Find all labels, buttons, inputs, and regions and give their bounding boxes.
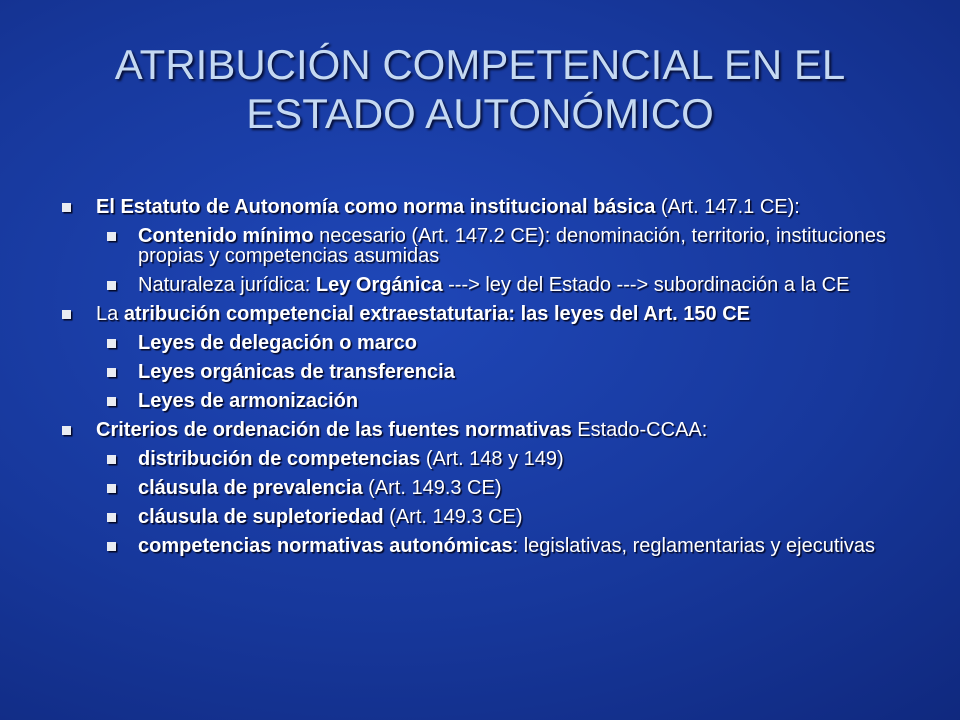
bullet-text: (Art. 148 y 149) [420, 448, 564, 470]
bullet-text: necesario (Art. 147.2 CE): denominación, territorio, instituciones propias y competencias asumidas [138, 225, 887, 267]
sub-bullet-item-supletoriedad [58, 507, 908, 527]
square-bullet-icon [107, 339, 116, 348]
square-bullet-icon [62, 310, 71, 319]
bullet-text: : legislativas, reglamentarias y ejecutivas [512, 535, 875, 557]
bullet-bold-text: distribución de competencias [138, 448, 421, 470]
bullet-bold-text: cláusula de supletoriedad [138, 506, 384, 528]
sub-bullet-item-contenido-minimo [58, 226, 908, 266]
bullet-bold-text: Leyes de delegación o marco [138, 332, 417, 354]
bullet-bold-text: Leyes de armonización [138, 390, 359, 412]
bullet-text: (Art. 147.1 CE): [655, 196, 800, 218]
bullet-bold-text: competencias normativas autonómicas [138, 535, 513, 557]
bullet-list [58, 197, 908, 565]
bullet-text: Estado-CCAA: [571, 419, 708, 441]
bullet-bold-text: cláusula de prevalencia [138, 477, 363, 499]
sub-bullet-item-leyes-transferencia [58, 362, 908, 382]
bullet-text: (Art. 149.3 CE) [362, 477, 502, 499]
bullet-item-estatuto [58, 197, 908, 217]
bullet-item-atribucion-extraestatutaria [58, 304, 908, 324]
bullet-text: ---> ley del Estado ---> subordinación a la CE [442, 274, 850, 296]
sub-bullet-item-competencias-autonomicas [58, 536, 908, 556]
bullet-text: (Art. 149.3 CE) [383, 506, 523, 528]
bullet-bold-text: Contenido mínimo [138, 225, 314, 247]
square-bullet-icon [107, 368, 116, 377]
square-bullet-icon [62, 426, 71, 435]
sub-bullet-item-leyes-armonizacion [58, 391, 908, 411]
slide-title-line-2: ESTADO AUTONÓMICO [246, 90, 714, 137]
square-bullet-icon [107, 484, 116, 493]
sub-bullet-item-naturaleza-juridica [58, 275, 908, 295]
square-bullet-icon [107, 455, 116, 464]
bullet-text: Naturaleza jurídica: [138, 274, 316, 296]
bullet-bold-text: Criterios de ordenación de las fuentes normativas [96, 419, 572, 441]
bullet-bold-text: Ley Orgánica [315, 274, 443, 296]
bullet-text: La [96, 303, 124, 325]
square-bullet-icon [107, 542, 116, 551]
bullet-bold-text: El Estatuto de Autonomía como norma institucional básica [96, 196, 656, 218]
sub-bullet-item-prevalencia [58, 478, 908, 498]
square-bullet-icon [107, 281, 116, 290]
square-bullet-icon [107, 232, 116, 241]
bullet-item-criterios-ordenacion [58, 420, 908, 440]
bullet-bold-text: atribución competencial extraestatutaria: las leyes del Art. 150 CE [123, 303, 750, 325]
bullet-bold-text: Leyes orgánicas de transferencia [138, 361, 455, 383]
square-bullet-icon [107, 513, 116, 522]
sub-bullet-item-distribucion [58, 449, 908, 469]
square-bullet-icon [62, 203, 71, 212]
slide-title [60, 40, 900, 138]
square-bullet-icon [107, 397, 116, 406]
slide-title-line-1: ATRIBUCIÓN COMPETENCIAL EN EL [114, 41, 846, 88]
sub-bullet-item-leyes-delegacion [58, 333, 908, 353]
